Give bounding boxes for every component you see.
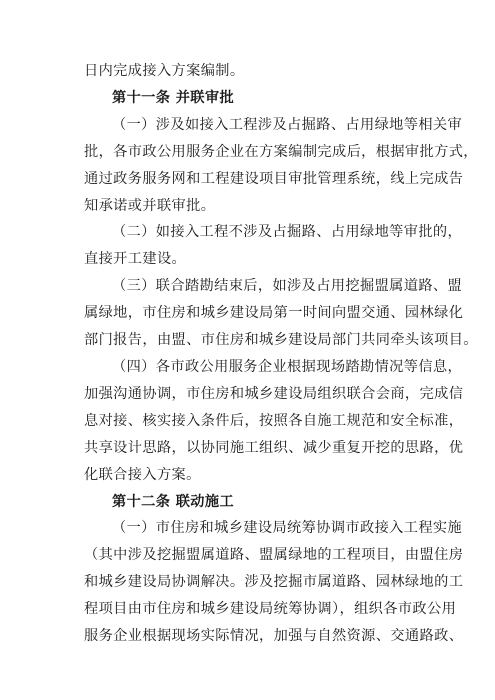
body-text-line: 通过政务服务网和工程建设项目审批管理系统，线上完成告: [84, 170, 464, 187]
body-text-line: 和城乡建设局协调解决。涉及挖掘市属道路、园林绿地的工: [84, 574, 464, 591]
body-text-line: （三）联合踏勘结束后，如涉及占用挖掘盟属道路、盟: [112, 278, 463, 295]
body-text-line: 日内完成接入方案编制。: [84, 63, 245, 79]
body-text-line: 程项目由市住房和城乡建设局统筹协调），组织各市政公用: [84, 601, 457, 618]
body-text-line: （一）涉及如接入工程涉及占掘路、占用绿地等相关审: [112, 116, 463, 133]
body-text-line: 息对接、核实接入条件后，按照各自施工规范和安全标准，: [84, 412, 464, 429]
body-text-line: 属绿地，市住房和城乡建设局第一时间向盟交通、园林绿化: [84, 305, 464, 322]
body-text-line: 直接开工建设。: [84, 251, 187, 268]
body-text-line: 知承诺或并联审批。: [84, 197, 216, 214]
body-text-line: 服务企业根据现场实际情况，加强与自然资源、交通路政、: [84, 628, 464, 645]
body-text-line: （一）市住房和城乡建设局统筹协调市政接入工程实施: [112, 520, 463, 537]
body-text-line: 加强沟通协调，市住房和城乡建设局组织联合会商，完成信: [84, 385, 464, 402]
body-text-line: （其中涉及挖掘盟属道路、盟属绿地的工程项目，由盟住房: [84, 547, 464, 564]
body-text-line: 部门报告，由盟、市住房和城乡建设局部门共同牵头该项目。: [84, 332, 478, 349]
body-text-line: 批，各市政公用服务企业在方案编制完成后，根据审批方式，: [84, 143, 478, 160]
section-heading: 第十二条 联动施工: [112, 493, 235, 510]
body-text-line: （四）各市政公用服务企业根据现场踏勘情况等信息，: [112, 358, 463, 375]
body-text-line: 化联合接入方案。: [84, 466, 201, 483]
body-text-line: （二）如接入工程不涉及占掘路、占用绿地等审批的，: [112, 224, 463, 241]
body-text-line: 共享设计思路，以协同施工组织、减少重复开挖的思路，优: [84, 439, 464, 456]
section-heading: 第十一条 并联审批: [112, 89, 235, 106]
